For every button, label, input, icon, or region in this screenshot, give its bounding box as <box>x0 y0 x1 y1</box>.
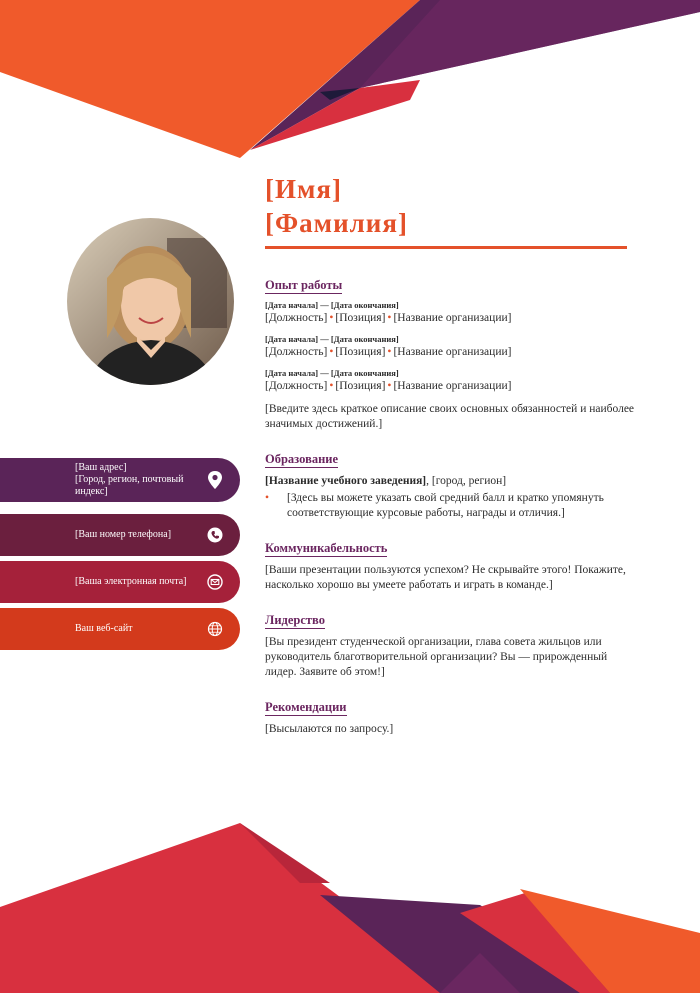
job-line <box>265 311 635 325</box>
profile-photo[interactable] <box>67 218 234 385</box>
leadership-heading: Лидерство <box>265 613 325 627</box>
bullet-dot: • <box>265 492 270 504</box>
school-location: , [город, регион] <box>426 475 507 487</box>
address-text: [Ваш адрес] [Город, регион, почтовый индекс] <box>75 462 184 497</box>
separator-dot: • <box>387 312 392 324</box>
communication-heading: Коммуникабельность <box>265 541 388 555</box>
name-block <box>265 172 627 249</box>
school-name: [Название учебного заведения] <box>265 475 427 487</box>
job-position: [Позиция] <box>335 312 386 324</box>
first-name[interactable]: [Имя] <box>265 174 342 204</box>
job-company: [Название организации] <box>393 346 512 358</box>
email-text: [Ваша электронная почта] <box>75 576 187 587</box>
separator-dot: • <box>329 380 334 392</box>
leadership-text[interactable]: [Вы президент студенческой организации, глава совета жильцов или руководитель благотворительной организации? Вы — прирожденный лидер. Заявите об этом!] <box>265 636 608 678</box>
job-entry[interactable] <box>265 300 635 325</box>
separator-dot: • <box>329 312 334 324</box>
job-role: [Должность] <box>265 312 328 324</box>
contact-phone[interactable] <box>0 514 240 556</box>
references-text[interactable]: [Высылаются по запросу.] <box>265 723 394 735</box>
experience-heading: Опыт работы <box>265 278 343 292</box>
bottom-decoration <box>0 823 700 993</box>
job-position: [Позиция] <box>335 346 386 358</box>
website-text: Ваш веб-сайт <box>75 623 133 634</box>
separator-dot: • <box>387 346 392 358</box>
job-dates: [Дата начала] — [Дата окончания] <box>265 334 399 344</box>
job-company: [Название организации] <box>393 380 512 392</box>
education-bullet-text: [Здесь вы можете указать свой средний балл и кратко упомянуть соответствующие курсовые работы, награды и отличия.] <box>287 492 604 519</box>
education-entry[interactable] <box>265 474 635 489</box>
phone-icon <box>204 524 226 546</box>
top-decoration <box>0 0 700 160</box>
job-line <box>265 379 635 393</box>
phone-text: [Ваш номер телефона] <box>75 529 172 540</box>
location-pin-icon <box>204 469 226 491</box>
education-heading: Образование <box>265 452 339 466</box>
contact-website[interactable] <box>0 608 240 650</box>
job-position: [Позиция] <box>335 380 386 392</box>
communication-text[interactable]: [Ваши презентации пользуются успехом? Не скрывайте этого! Покажите, насколько хорошо вы умеете работать и играть в команде.] <box>265 564 626 591</box>
job-role: [Должность] <box>265 346 328 358</box>
job-company: [Название организации] <box>393 312 512 324</box>
contact-email[interactable] <box>0 561 240 603</box>
separator-dot: • <box>387 380 392 392</box>
separator-dot: • <box>329 346 334 358</box>
education-bullet[interactable] <box>265 491 635 521</box>
job-dates: [Дата начала] — [Дата окончания] <box>265 368 399 378</box>
job-entry[interactable] <box>265 368 635 393</box>
resume-content <box>265 278 635 757</box>
contact-address[interactable] <box>0 458 240 502</box>
job-role: [Должность] <box>265 380 328 392</box>
references-heading: Рекомендации <box>265 700 347 714</box>
last-name[interactable]: [Фамилия] <box>265 208 408 238</box>
mail-icon <box>204 571 226 593</box>
job-dates: [Дата начала] — [Дата окончания] <box>265 300 399 310</box>
job-line <box>265 345 635 359</box>
name-divider <box>265 246 627 249</box>
job-entry[interactable] <box>265 334 635 359</box>
globe-icon <box>204 618 226 640</box>
experience-summary[interactable]: [Введите здесь краткое описание своих основных обязанностей и наиболее значимых достижений.] <box>265 403 635 430</box>
